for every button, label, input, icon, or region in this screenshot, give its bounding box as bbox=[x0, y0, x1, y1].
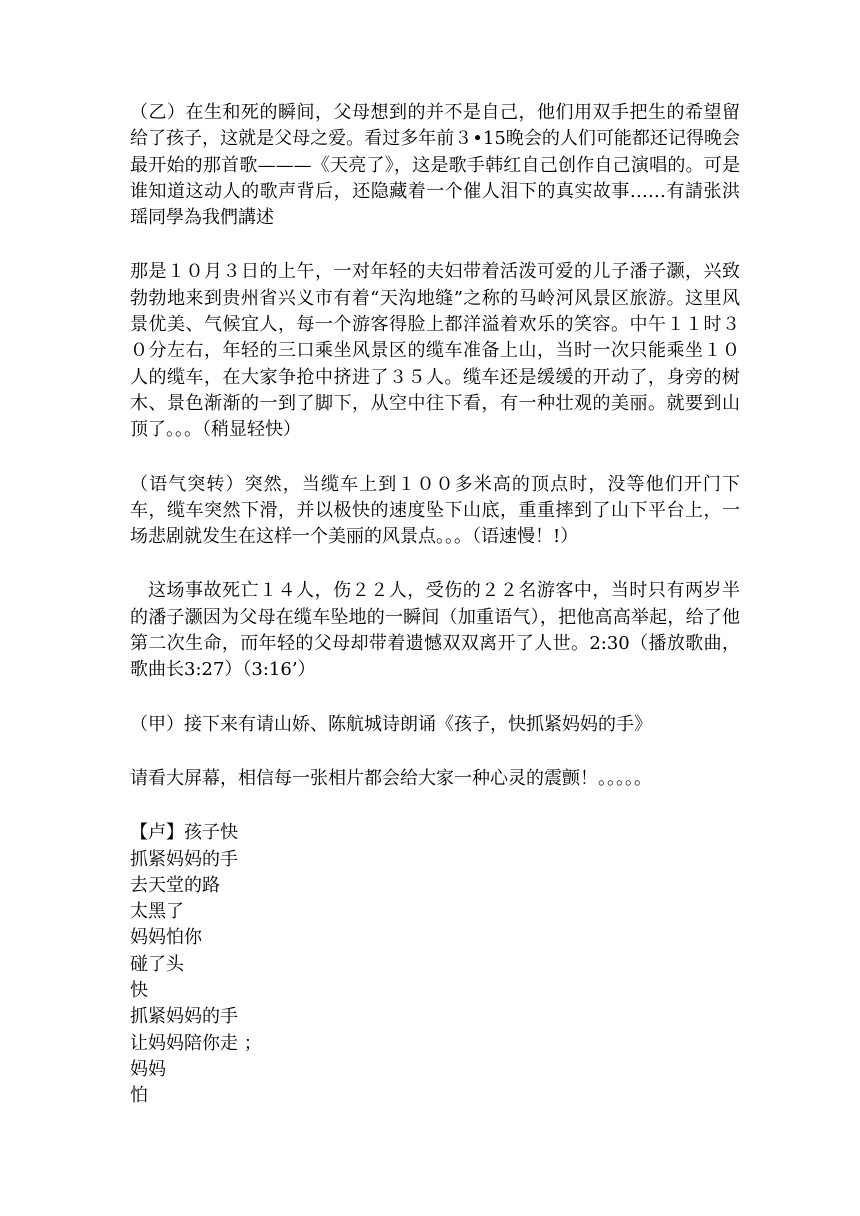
poem-line: 抓紧妈妈的手 bbox=[130, 1006, 238, 1028]
poem-lines bbox=[130, 820, 740, 1109]
paragraph-screen: 请看大屏幕，相信每一张相片都会给大家一种心灵的震颤！。。。。。 bbox=[130, 767, 652, 789]
paragraph-accident: 这场事故死亡１４人，伤２２人，受伤的２２名游客中，当时只有两岁半的潘子灏因为父母在缆车坠地的一瞬间（加重语气），把他高高举起，给了他第二次生命，而年轻的父母却带着遗憾双双离开了人世。2:30（播放歌曲，歌曲长3:27）（3:16’） bbox=[130, 580, 740, 681]
poem-line: 让妈妈陪你走 ； bbox=[130, 1032, 262, 1054]
paragraph-turn: （语气突转）突然，当缆车上到１００多米高的顶点时，没等他们开门下车，缆车突然下滑，并以极快的速度坠下山底，重重摔到了山下平台上，一场悲剧就发生在这样一个美丽的风景点。。。（语速慢！!） bbox=[130, 473, 740, 548]
paragraph-intro: （乙）在生和死的瞬间，父母想到的并不是自己，他们用双手把生的希望留给了孩子，这就是父母之爱。看过多年前３•15晚会的人们可能都还记得晚会最开始的那首歌———《天亮了》，这是歌手韩红自己创作自己演唱的。可是谁知道这动人的歌声背后，还隐藏着一个催人泪下的真实故事……有請张洪瑶同學為我們講述 bbox=[130, 102, 740, 229]
poem-line: 去天堂的路 bbox=[130, 874, 220, 896]
paragraph-story: 那是１０月３日的上午，一对年轻的夫妇带着活泼可爱的儿子潘子灏，兴致勃勃地来到贵州省兴义市有着“天沟地缝”之称的马岭河风景区旅游。这里风景优美、气候宜人，每一个游客得脸上都洋溢着欢乐的笑容。中午１１时３０分左右，年轻的三口乘坐风景区的缆车准备上山，当时一次只能乘坐１０人的缆车，在大家争抢中挤进了３５人。缆车还是缓缓的开动了，身旁的树木、景色渐渐的一到了脚下，从空中往下看，有一种壮观的美丽。就要到山顶了。。。（稍显轻快） bbox=[130, 261, 740, 441]
poem-line: 妈妈 bbox=[130, 1058, 166, 1080]
poem-line: 妈妈怕你 bbox=[130, 927, 202, 949]
paragraph-poem-intro: （甲）接下来有请山娇、陈航城诗朗诵《孩子，快抓紧妈妈的手》 bbox=[130, 713, 652, 735]
poem-line: 【卢】孩子快 bbox=[130, 822, 238, 844]
poem-line: 碰了头 bbox=[130, 953, 184, 975]
poem-line: 怕 bbox=[130, 1085, 148, 1107]
poem-line: 抓紧妈妈的手 bbox=[130, 848, 238, 870]
document-page bbox=[130, 100, 740, 1110]
poem-line: 快 bbox=[130, 980, 148, 1002]
poem-line: 太黑了 bbox=[130, 901, 184, 923]
